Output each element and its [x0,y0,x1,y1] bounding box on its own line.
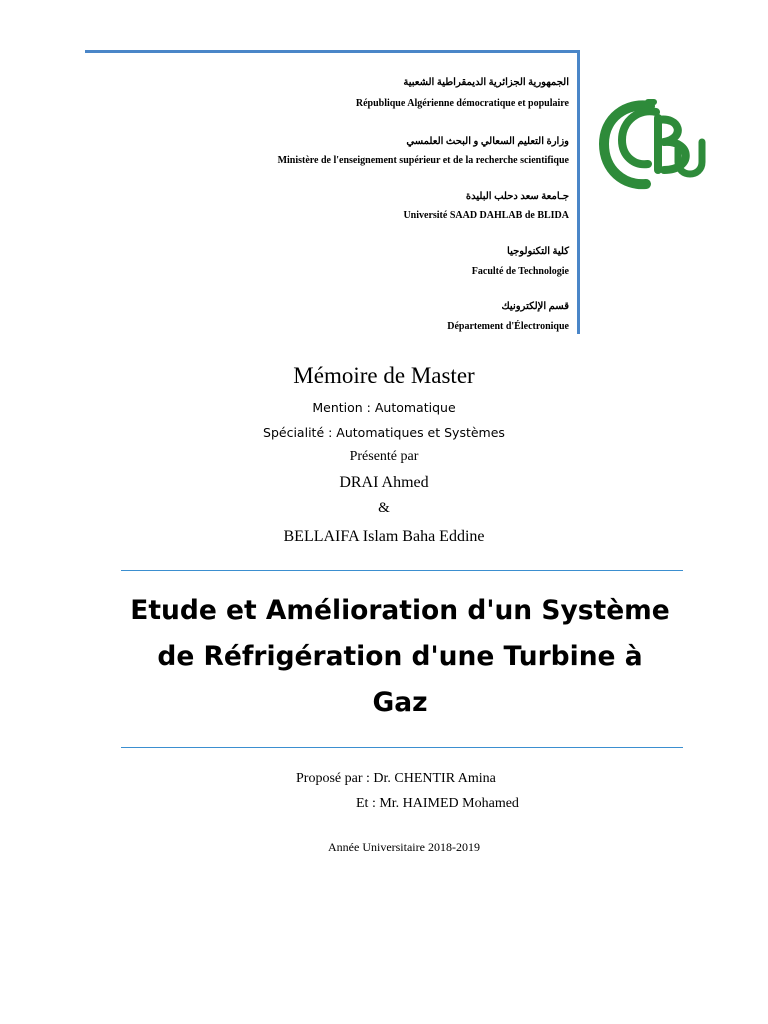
proposed-by: Proposé par : Dr. CHENTIR Amina [296,771,496,786]
academic-year: Année Universitaire 2018-2019 [328,840,480,854]
co-supervisor: Et : Mr. HAIMED Mohamed [356,796,519,811]
memoire-type: Mémoire de Master [293,363,475,388]
ministry-arabic: وزارة التعليم السعالي و البحث العلمسي [406,136,569,147]
ministry-french: Ministère de l'enseignement supérieur et de la recherche scientifique [277,155,569,166]
university-french: Université SAAD DAHLAB de BLIDA [403,210,569,221]
thesis-title-line-2: de Réfrigération d'une Turbine à [157,641,643,672]
author-1: DRAI Ahmed [339,474,429,491]
republic-french: République Algérienne démocratique et populaire [355,98,569,109]
specialite: Spécialité : Automatiques et Systèmes [263,425,505,440]
university-logo [598,98,708,190]
header-frame [85,50,580,334]
author-2: BELLAIFA Islam Baha Eddine [283,528,485,545]
department-french: Département d'Électronique [447,321,569,332]
divider-top [121,570,683,571]
faculty-arabic: كلية التكنولوجيا [507,246,569,257]
divider-bottom [121,747,683,748]
republic-arabic: الجمهورية الجزائرية الديمقراطية الشعبية [403,77,569,88]
faculty-french: Faculté de Technologie [471,266,569,277]
ampersand: & [378,500,390,516]
university-arabic: جـامعة سعد دحلب البليدة [465,191,569,202]
thesis-title-line-3: Gaz [372,687,428,718]
thesis-title [110,588,690,726]
presente-par: Présenté par [349,449,419,464]
department-arabic: قسم الإلكترونيك [501,301,569,312]
thesis-title-line-1: Etude et Amélioration d'un Système [130,595,670,626]
mention: Mention : Automatique [312,400,456,415]
